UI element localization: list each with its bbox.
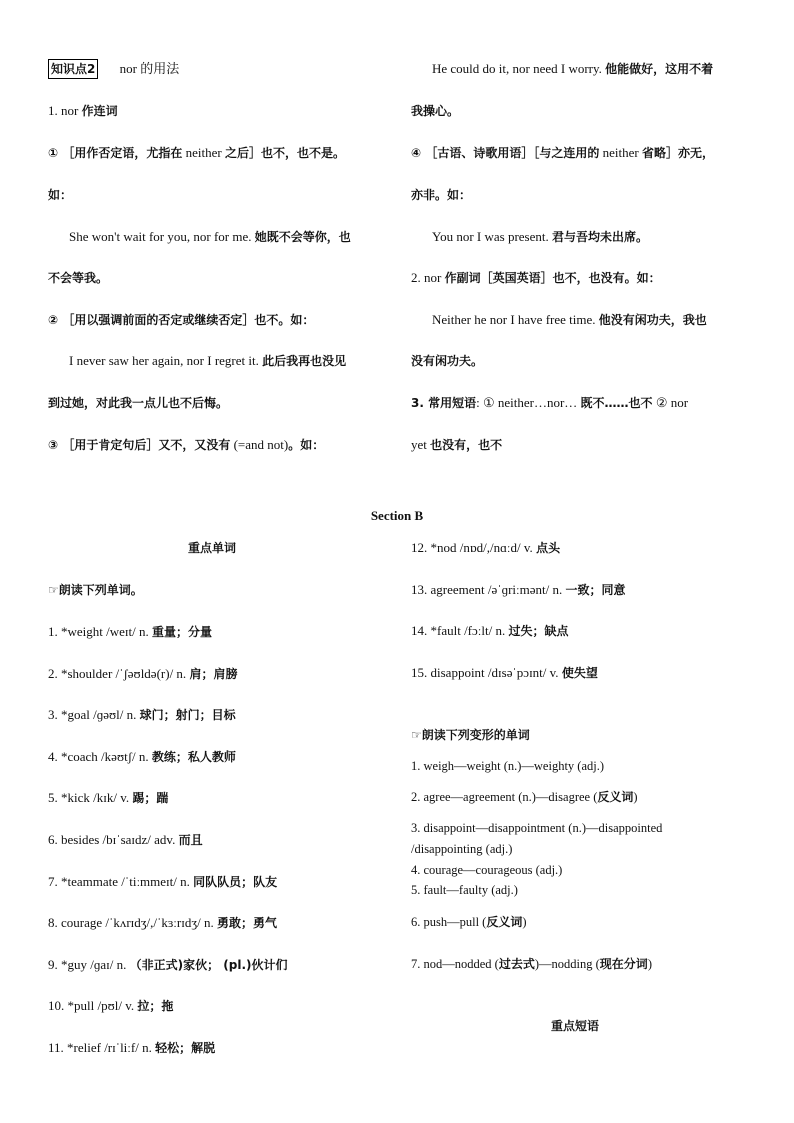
meaning-3 xyxy=(48,437,324,453)
vocab-meaning: 同队队员；队友 xyxy=(193,874,278,889)
vocab-meaning: 使失望 xyxy=(561,665,598,680)
c4-b: neither xyxy=(599,145,642,160)
c4-d: 亦非。如： xyxy=(411,188,472,202)
vocab-word: 8. courage /ˈkʌrɪdʒ/,/ˈkɜːrɪdʒ/ n. xyxy=(48,915,217,931)
example-2 xyxy=(69,353,346,369)
ex2-en: I never saw her again, nor I regret it. xyxy=(69,353,263,368)
section-1-heading xyxy=(48,103,118,119)
meaning-2: ② ［用以强调前面的否定或继续否定］也不。如： xyxy=(48,313,315,327)
vocab-meaning: 轻松；解脱 xyxy=(155,1041,216,1055)
ex3-en: He could do it, nor need I worry. xyxy=(432,61,606,76)
vocab-meaning: 肩；肩膀 xyxy=(189,666,238,681)
vocab-item xyxy=(48,749,236,765)
s2-en: 2. nor xyxy=(411,270,445,285)
vocab-word: 1. *weight /weɪt/ n. xyxy=(48,624,152,639)
vocab-item xyxy=(48,832,203,848)
ex5-en: Neither he nor I have free time. xyxy=(432,312,599,327)
example-4 xyxy=(432,229,648,245)
vocab-meaning: 拉；拖 xyxy=(137,999,174,1014)
c1-a: ① ［ xyxy=(48,146,75,160)
vocab-meaning: 踢；踹 xyxy=(132,791,169,806)
vocab-item xyxy=(48,957,288,973)
vocab-word: 7. *teammate /ˈtiːmmeɪt/ n. xyxy=(48,873,194,889)
vocab-word: 3. *goal /ɡəʊl/ n. xyxy=(48,707,140,723)
vocab-meaning: 勇敢；勇气 xyxy=(217,916,278,931)
vocab-read-label: ☞朗读下列单词。 xyxy=(48,583,143,597)
phrases-heading: 重点短语 xyxy=(551,1019,600,1033)
s3-a: 3. 常用短语 xyxy=(411,396,477,410)
example-3 xyxy=(432,61,713,77)
vocab-meaning: 教练；私人教师 xyxy=(151,749,236,764)
example-1 xyxy=(69,229,351,245)
c1-b: 用作否定语，尤指在 xyxy=(74,146,183,160)
vocab-word: 10. *pull /pʊl/ v. xyxy=(48,998,138,1014)
form-6-a: 6. push—pull ( xyxy=(411,915,487,929)
vocab-item xyxy=(48,998,173,1014)
vocab-word: 5. *kick /kɪk/ v. xyxy=(48,790,133,806)
vocab-word: 13. agreement /əˈɡriːmənt/ n. xyxy=(411,581,566,597)
section-3-cont xyxy=(411,437,502,453)
c4-a: ④ ［古语、诗歌用语］［与之连用的 xyxy=(411,146,600,160)
vocab-meaning: 球门；射门；目标 xyxy=(139,708,236,723)
c1-c: neither xyxy=(182,145,225,160)
ex2-zh: 此后我再也没见 xyxy=(262,354,347,368)
vocab-item xyxy=(411,665,598,681)
form-7 xyxy=(411,956,652,972)
section-3-heading xyxy=(411,395,688,411)
vocab-meaning: 一致；同意 xyxy=(565,582,626,597)
vocab-meaning: 而且 xyxy=(178,833,203,847)
form-7-e: ) xyxy=(647,957,652,971)
heading-text: nor 的用法 xyxy=(119,61,180,76)
vocab-word: 12. *nod /nɒd/,/nɑːd/ v. xyxy=(411,540,537,555)
vocab-meaning: 过失；缺点 xyxy=(508,624,569,639)
form-2-c: ) xyxy=(633,790,638,804)
knowledge-point-heading xyxy=(48,61,179,77)
vocab-item xyxy=(48,915,277,931)
ex1-en: She won't wait for you, nor for me. xyxy=(69,229,255,244)
vocab-item xyxy=(411,540,560,556)
vocab-item xyxy=(48,624,212,640)
ex3-zh2: 我操心。 xyxy=(411,104,460,118)
vocab-meaning: （非正式)家伙； (pl.)伙计们 xyxy=(129,957,288,972)
ex3-zh: 他能做好，这用不着 xyxy=(605,62,714,76)
form-7-c: )—nodding ( xyxy=(534,957,600,971)
vocab-item xyxy=(411,582,626,598)
vocab-word: 14. *fault /fɔːlt/ n. xyxy=(411,623,509,639)
c3-b: (=and not) xyxy=(230,437,289,452)
c3-c: 。如： xyxy=(288,438,325,452)
form-7-d: 现在分词 xyxy=(599,957,648,971)
form-5: 5. fault—faulty (adj.) xyxy=(411,883,518,897)
form-3: 3. disappoint—disappointment (n.)—disappointed xyxy=(411,821,663,835)
s3-d: ② nor xyxy=(652,395,689,410)
s3-c: 既不……也不 xyxy=(580,396,653,410)
section-title: Section B xyxy=(370,508,424,523)
ex4-zh: 君与吾均未出席。 xyxy=(552,230,649,244)
forms-read-label: ☞朗读下列变形的单词 xyxy=(411,728,530,742)
c3-a: ③ ［用于肯定句后］又不，又没有 xyxy=(48,438,231,452)
form-2 xyxy=(411,789,638,805)
vocab-meaning: 点头 xyxy=(536,541,561,555)
vocab-item xyxy=(48,874,277,890)
form-6-b: 反义词 xyxy=(486,915,523,929)
form-1: 1. weigh—weight (n.)—weighty (adj.) xyxy=(411,759,605,773)
vocab-item xyxy=(411,623,569,639)
s1-zh: 作连词 xyxy=(81,104,118,118)
form-7-a: 7. nod—nodded ( xyxy=(411,957,499,971)
vocab-word: 11. *relief /rɪˈliːf/ n. xyxy=(48,1040,156,1055)
form-6-c: ) xyxy=(522,915,527,929)
s2-zh: 作副词［英国英语］也不，也没有。如： xyxy=(444,271,661,285)
vocab-item xyxy=(48,707,236,723)
knowledge-tag: 知识点2 xyxy=(48,59,98,79)
form-4: 4. courage—courageous (adj.) xyxy=(411,863,563,877)
s1-en: 1. nor xyxy=(48,103,82,118)
vocab-word: 9. *guy /ɡaɪ/ n. xyxy=(48,956,130,972)
s3-b: : ① neither…nor… xyxy=(476,395,581,410)
c1-e: 如： xyxy=(48,188,73,202)
section-2-heading xyxy=(411,270,661,286)
form-3-b: /disappointing (adj.) xyxy=(411,842,513,856)
c4-c: 省略］亦无， xyxy=(641,146,714,160)
s3-f: 也没有，也不 xyxy=(430,438,503,452)
vocab-word: 4. *coach /kəʊtʃ/ n. xyxy=(48,748,152,764)
ex2-zh2: 到过她，对此我一点儿也不后悔。 xyxy=(48,396,229,410)
form-7-b: 过去式 xyxy=(498,957,535,971)
vocab-item xyxy=(48,1040,215,1056)
vocab-heading: 重点单词 xyxy=(188,541,237,555)
vocab-item xyxy=(48,790,168,806)
ex4-en: You nor I was present. xyxy=(432,229,553,244)
form-6 xyxy=(411,914,527,930)
meaning-4 xyxy=(411,145,714,161)
vocab-item xyxy=(48,666,237,682)
ex5-zh: 他没有闲功夫，我也 xyxy=(598,313,707,327)
c1-d: 之后］也不，也不是。 xyxy=(224,146,345,160)
meaning-1 xyxy=(48,145,345,161)
form-2-a: 2. agree—agreement (n.)—disagree ( xyxy=(411,790,598,804)
vocab-word: 15. disappoint /dɪsəˈpɔɪnt/ v. xyxy=(411,664,562,680)
vocab-word: 6. besides /bɪˈsaɪdz/ adv. xyxy=(48,832,179,847)
example-5 xyxy=(432,312,707,328)
form-2-b: 反义词 xyxy=(597,790,634,804)
ex1-zh: 她既不会等你，也 xyxy=(254,230,351,244)
vocab-word: 2. *shoulder /ˈʃəʊldə(r)/ n. xyxy=(48,665,190,681)
vocab-meaning: 重量；分量 xyxy=(152,625,213,639)
ex5-zh2: 没有闲功夫。 xyxy=(411,354,484,368)
s3-e: yet xyxy=(411,437,431,452)
ex1-zh2: 不会等我。 xyxy=(48,271,109,285)
